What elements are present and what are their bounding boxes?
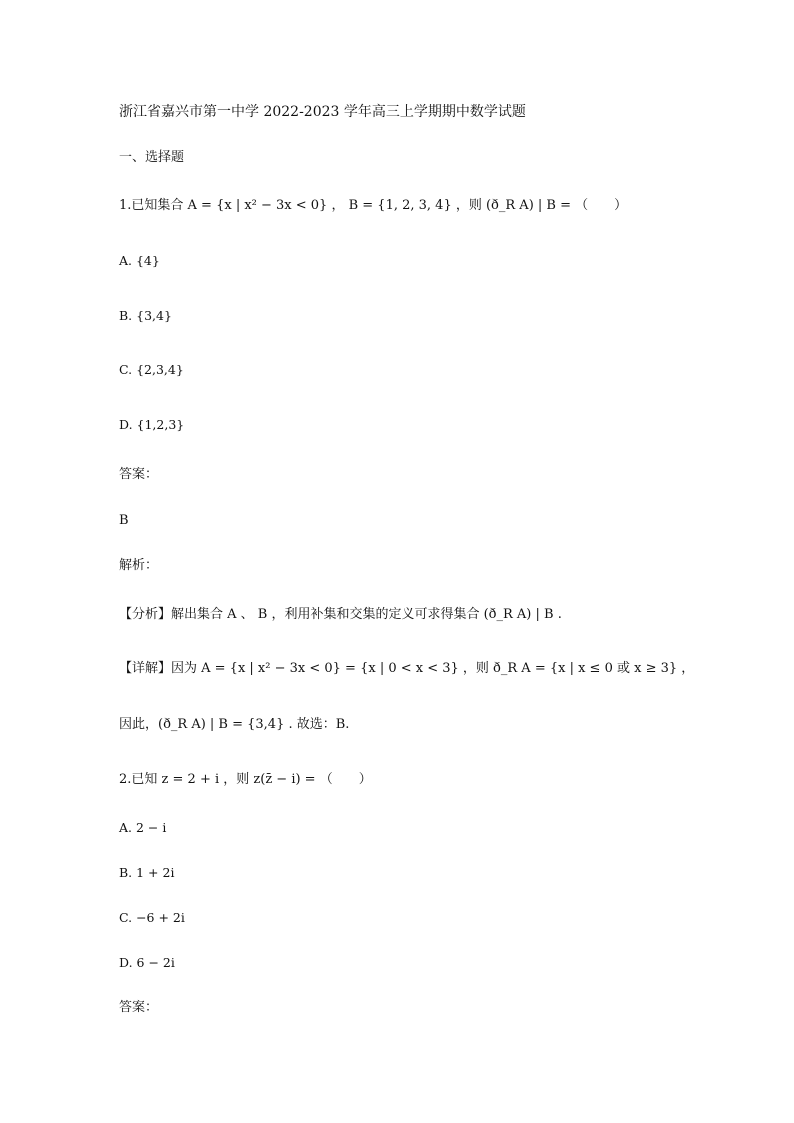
question-1-detail-1: 【详解】因为 A = {x | x² − 3x < 0} = {x | 0 < x < 3} ，则 ð_R A = {x | x ≤ 0 或 x ≥ 3} ， bbox=[119, 661, 695, 676]
question-1-analysis-label: 解析： bbox=[119, 558, 159, 573]
question-1-stem: 1.已知集合 A = {x | x² − 3x < 0} ， B = {1, 2, 3, 4} ，则 (ð_R A) | B = （ ） bbox=[119, 198, 628, 213]
question-2-option-c: C. −6 + 2i bbox=[119, 910, 185, 925]
section-heading: 一、选择题 bbox=[119, 150, 185, 165]
question-1-option-b: B. {3,4} bbox=[119, 308, 172, 323]
question-1-option-a: A. {4} bbox=[119, 253, 160, 268]
question-2-stem: 2.已知 z = 2 + i ，则 z(z̄ − i) = （ ） bbox=[119, 772, 372, 787]
question-1-option-d: D. {1,2,3} bbox=[119, 417, 185, 432]
question-1-answer-label: 答案： bbox=[119, 467, 159, 482]
question-1-answer: B bbox=[119, 513, 129, 528]
question-2-answer-label: 答案： bbox=[119, 1000, 159, 1015]
question-1-detail-2: 因此，(ð_R A) | B = {3,4} . 故选：B. bbox=[119, 717, 350, 732]
question-2-option-a: A. 2 − i bbox=[119, 820, 167, 835]
question-2-option-d: D. 6 − 2i bbox=[119, 955, 175, 970]
question-2-option-b: B. 1 + 2i bbox=[119, 865, 175, 880]
page-title: 浙江省嘉兴市第一中学 2022-2023 学年高三上学期期中数学试题 bbox=[119, 104, 526, 120]
question-1-analysis: 【分析】解出集合 A 、 B ，利用补集和交集的定义可求得集合 (ð_R A) | B . bbox=[119, 607, 562, 622]
question-1-option-c: C. {2,3,4} bbox=[119, 362, 184, 377]
